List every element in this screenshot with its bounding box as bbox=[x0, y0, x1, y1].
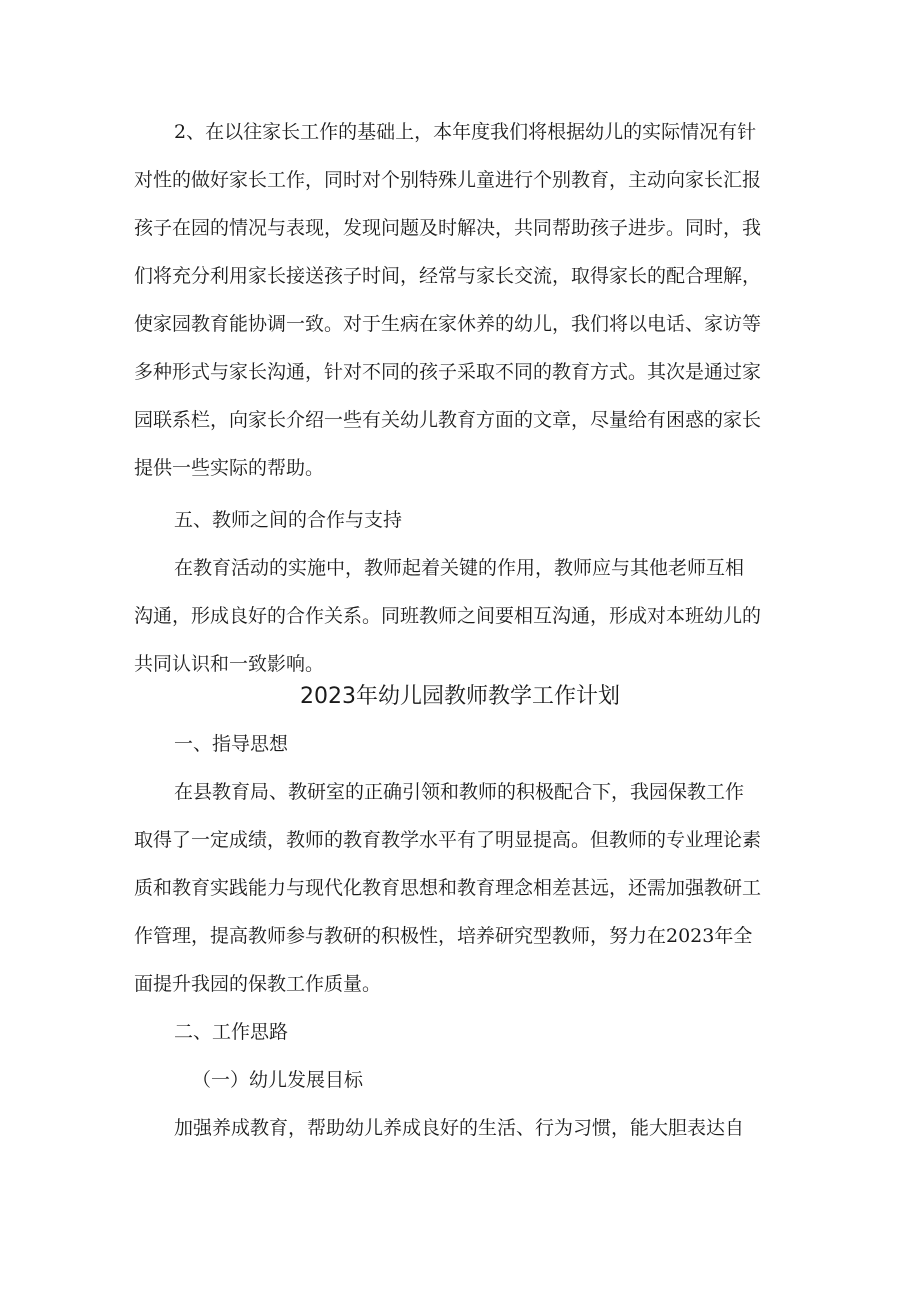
paragraph-line: 2、在以往家长工作的基础上，本年度我们将根据幼儿的实际情况有针 bbox=[174, 121, 757, 143]
paragraph-line: 孩子在园的情况与表现，发现问题及时解决，共同帮助孩子进步。同时，我 bbox=[134, 217, 762, 239]
paragraph-line: 在县教育局、教研室的正确引领和教师的积极配合下，我园保教工作 bbox=[174, 781, 745, 803]
section-heading: 二、工作思路 bbox=[174, 1021, 289, 1043]
paragraph-line: 质和教育实践能力与现代化教育思想和教育理念相差甚远，还需加强教研工 bbox=[134, 877, 762, 899]
paragraph-line: 取得了一定成绩，教师的教育教学水平有了明显提高。但教师的专业理论素 bbox=[134, 829, 762, 851]
paragraph-line: 们将充分利用家长接送孩子时间，经常与家长交流，取得家长的配合理解， bbox=[134, 265, 762, 287]
section-heading: 一、指导思想 bbox=[174, 733, 289, 755]
paragraph-line: 使家园教育能协调一致。对于生病在家休养的幼儿，我们将以电话、家访等 bbox=[134, 313, 762, 335]
paragraph-line: 园联系栏，向家长介绍一些有关幼儿教育方面的文章，尽量给有困惑的家长 bbox=[134, 409, 762, 431]
paragraph-line: 多种形式与家长沟通，针对不同的孩子采取不同的教育方式。其次是通过家 bbox=[134, 361, 762, 383]
paragraph-line: 对性的做好家长工作，同时对个别特殊儿童进行个别教育，主动向家长汇报 bbox=[134, 169, 762, 191]
paragraph-line: 在教育活动的实施中，教师起着关键的作用，教师应与其他老师互相 bbox=[174, 557, 745, 579]
section-heading: 五、教师之间的合作与支持 bbox=[174, 509, 403, 531]
paragraph-line: 共同认识和一致影响。 bbox=[134, 653, 325, 675]
paragraph-line: 沟通，形成良好的合作关系。同班教师之间要相互沟通，形成对本班幼儿的 bbox=[134, 605, 762, 627]
paragraph-line: 面提升我园的保教工作质量。 bbox=[134, 973, 382, 995]
document-title: 2023年幼儿园教师教学工作计划 bbox=[300, 684, 620, 709]
paragraph-line: 提供一些实际的帮助。 bbox=[134, 457, 325, 479]
paragraph-line: 加强养成教育，帮助幼儿养成良好的生活、行为习惯，能大胆表达自 bbox=[174, 1117, 745, 1139]
subsection-heading: （一）幼儿发展目标 bbox=[192, 1069, 364, 1091]
paragraph-line: 作管理，提高教师参与教研的积极性，培养研究型教师，努力在2023年全 bbox=[134, 925, 753, 947]
